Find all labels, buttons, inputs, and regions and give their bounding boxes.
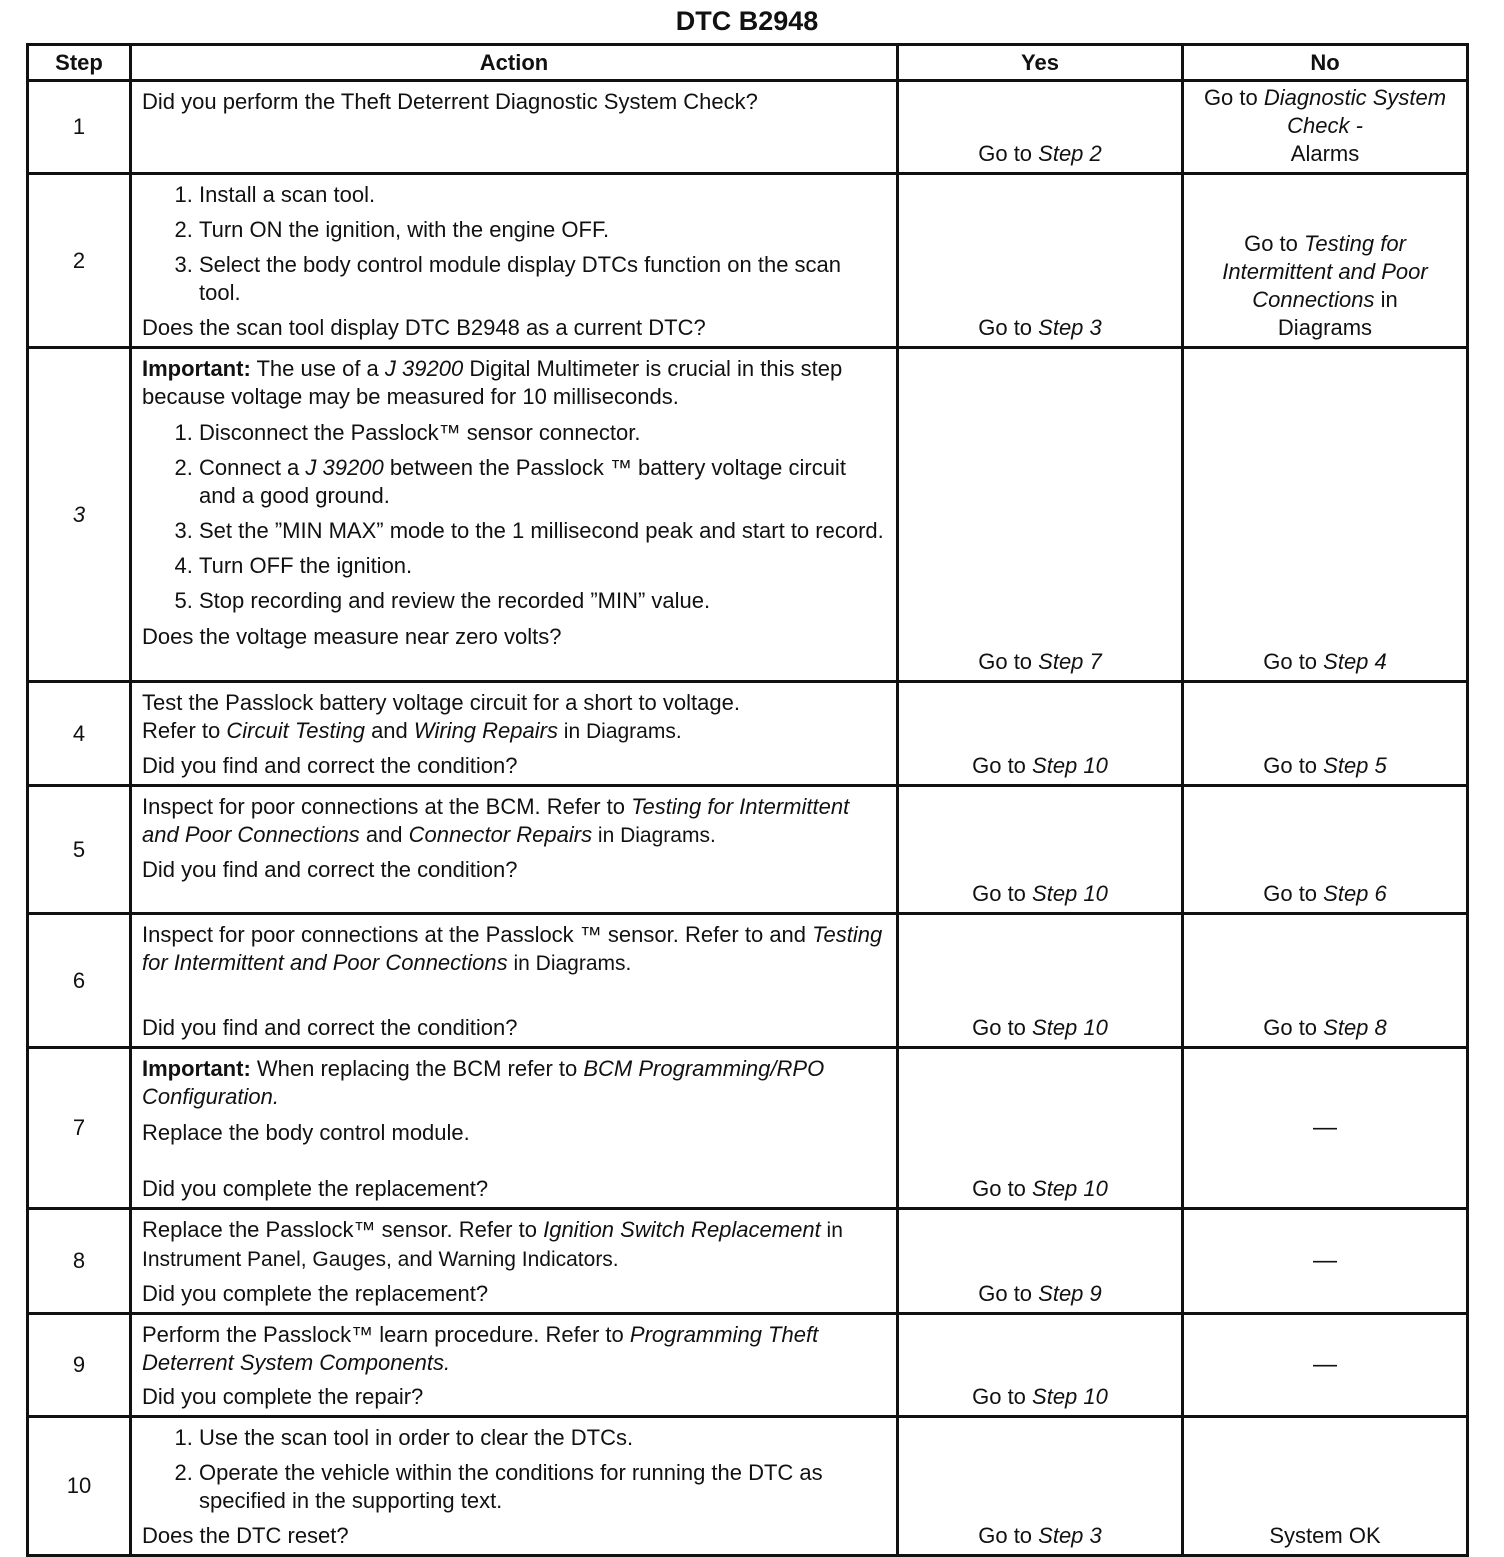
no-link[interactable]: Diagnostic System Check - [1263, 85, 1447, 138]
no-prefix: Go to [1244, 231, 1304, 256]
table-row [28, 348, 1468, 682]
action-line: in Diagrams. [507, 952, 632, 975]
no-cell [1183, 1314, 1468, 1417]
list-item: 1. Use the scan tool in order to clear the DTCs. [199, 1424, 886, 1452]
action-question: Did you find and correct the condition? [142, 1015, 518, 1040]
yes-link[interactable]: Step 9 [1038, 1281, 1102, 1306]
page-title: DTC B2948 [675, 6, 819, 36]
yes-prefix: Go to [972, 1015, 1033, 1040]
yes-link[interactable]: Step 10 [1032, 1384, 1108, 1409]
header-step: Step [28, 45, 131, 81]
action-question: Does the voltage measure near zero volts? [142, 624, 562, 649]
action-line: in Diagrams. [592, 824, 716, 847]
tool-ref: J 39200 [305, 455, 384, 480]
no-suffix: Alarms [1290, 141, 1360, 166]
action-steps [142, 1424, 886, 1515]
no-prefix: Go to [1263, 753, 1324, 778]
step-number: 4 [28, 682, 131, 786]
no-suffix: in Diagrams [1277, 287, 1398, 340]
yes-prefix: Go to [972, 1176, 1033, 1201]
yes-prefix: Go to [978, 315, 1039, 340]
action-line: Replace the Passlock™ sensor. Refer to [142, 1217, 544, 1242]
table-row [28, 786, 1468, 914]
no-dash: — [1313, 1351, 1337, 1378]
yes-cell [898, 174, 1183, 348]
no-link[interactable]: Step 4 [1323, 649, 1387, 674]
yes-prefix: Go to [972, 1384, 1033, 1409]
yes-cell [898, 81, 1183, 174]
step-number: 3 [28, 348, 131, 682]
step-number: 9 [28, 1314, 131, 1417]
no-cell [1183, 348, 1468, 682]
doc-ref[interactable]: Testing for Intermittent and Poor Connections [142, 794, 850, 847]
yes-prefix: Go to [972, 753, 1033, 778]
tool-ref: J 39200 [384, 356, 464, 381]
doc-ref[interactable]: Programming Theft Deterrent System Components. [142, 1322, 819, 1375]
yes-link[interactable]: Step 3 [1038, 315, 1102, 340]
list-item [199, 517, 886, 545]
action-cell [131, 81, 898, 174]
note-text: Digital Multimeter is crucial in this step because voltage may be measured for 10 milliseconds. [142, 356, 843, 409]
table-row [28, 682, 1468, 786]
table-row [28, 81, 1468, 174]
yes-prefix: Go to [978, 649, 1039, 674]
action-text [142, 793, 886, 850]
no-prefix: Go to [1263, 649, 1324, 674]
item-text: Stop recording and review the recorded ”MIN” value. [199, 588, 711, 613]
action-question: Did you find and correct the condition? [142, 857, 518, 882]
header-action: Action [131, 45, 898, 81]
table-row [28, 174, 1468, 348]
no-link[interactable]: Step 8 [1323, 1015, 1387, 1040]
step-number: 1 [28, 81, 131, 174]
step-number: 10 [28, 1417, 131, 1556]
action-text [142, 689, 886, 746]
step-number: 5 [28, 786, 131, 914]
yes-cell [898, 1048, 1183, 1209]
table-row [28, 1048, 1468, 1209]
doc-ref[interactable]: Ignition Switch Replacement [543, 1217, 821, 1242]
no-dash: — [1313, 1247, 1337, 1274]
table-row [28, 1209, 1468, 1314]
note-text: The use of a [250, 356, 385, 381]
action-cell [131, 348, 898, 682]
no-link[interactable]: Step 6 [1323, 881, 1387, 906]
action-question: Did you complete the repair? [142, 1384, 424, 1409]
yes-link[interactable]: Step 3 [1038, 1523, 1102, 1548]
action-text: Did you perform the Theft Deterrent Diagnostic System Check? [142, 89, 758, 114]
action-cell [131, 1314, 898, 1417]
header-yes: Yes [898, 45, 1183, 81]
action-line: Perform the Passlock™ learn procedure. Refer to [142, 1322, 630, 1347]
list-item: 2. Operate the vehicle within the conditions for running the DTC as specified in the supporting text. [199, 1459, 886, 1515]
action-cell [131, 1048, 898, 1209]
yes-cell [898, 914, 1183, 1048]
list-item [199, 419, 886, 447]
yes-prefix: Go to [972, 881, 1033, 906]
header-no: No [1183, 45, 1468, 81]
item-text: between the Passlock ™ battery voltage circuit and a good ground. [199, 455, 846, 508]
yes-link[interactable]: Step 10 [1032, 753, 1108, 778]
important-note [142, 355, 886, 411]
action-question: Did you complete the replacement? [142, 1281, 489, 1306]
step-number: 8 [28, 1209, 131, 1314]
yes-link[interactable]: Step 10 [1032, 1176, 1108, 1201]
action-line: and [364, 718, 414, 743]
action-line: Inspect for poor connections at the Passlock ™ sensor. Refer to and [142, 922, 813, 947]
no-cell [1183, 786, 1468, 914]
action-cell [131, 786, 898, 914]
doc-ref[interactable]: BCM Programming/RPO Configuration. [142, 1056, 825, 1109]
yes-prefix: Go to [978, 1523, 1039, 1548]
action-question: Does the DTC reset? [142, 1523, 349, 1548]
table-row [28, 1314, 1468, 1417]
action-line: in Instrument Panel, Gauges, and Warning Indicators. [142, 1219, 843, 1271]
list-item: 2. Turn ON the ignition, with the engine OFF. [199, 216, 886, 244]
action-cell [131, 914, 898, 1048]
no-text: System OK [1269, 1523, 1381, 1548]
yes-cell [898, 1417, 1183, 1556]
table-row [28, 1417, 1468, 1556]
yes-cell [898, 786, 1183, 914]
list-item [199, 587, 886, 615]
yes-prefix: Go to [978, 141, 1039, 166]
yes-prefix: Go to [978, 1281, 1039, 1306]
action-line: Test the Passlock battery voltage circuit for a short to voltage. [142, 690, 740, 715]
note-text: When replacing the BCM refer to [250, 1056, 584, 1081]
no-cell [1183, 1048, 1468, 1209]
action-question: Did you complete the replacement? [142, 1176, 489, 1201]
no-dash: — [1313, 1114, 1337, 1141]
important-note [142, 1055, 886, 1111]
no-prefix: Go to [1263, 1015, 1324, 1040]
step-number: 2 [28, 174, 131, 348]
action-cell [131, 174, 898, 348]
action-text [142, 921, 886, 978]
doc-ref[interactable]: Wiring Repairs [413, 718, 558, 743]
list-item: 1. Install a scan tool. [199, 181, 886, 209]
diagnostic-table [26, 43, 1469, 1557]
yes-cell [898, 1314, 1183, 1417]
important-label: Important: [142, 1056, 251, 1081]
action-cell [131, 1417, 898, 1556]
doc-ref[interactable]: Testing for Intermittent and Poor Connections [142, 922, 883, 975]
table-row [28, 914, 1468, 1048]
action-cell [131, 682, 898, 786]
action-line: in Diagrams. [557, 720, 682, 743]
no-cell [1183, 914, 1468, 1048]
no-link[interactable]: Step 5 [1323, 753, 1387, 778]
list-item [199, 454, 886, 510]
action-question: Did you find and correct the condition? [142, 753, 518, 778]
step-number: 6 [28, 914, 131, 1048]
action-steps [142, 181, 886, 307]
yes-cell [898, 348, 1183, 682]
yes-cell [898, 682, 1183, 786]
doc-ref[interactable]: Circuit Testing [226, 718, 365, 743]
no-cell [1183, 1209, 1468, 1314]
no-prefix: Go to [1263, 881, 1324, 906]
item-text: Disconnect the Passlock™ sensor connector. [199, 420, 641, 445]
no-cell [1183, 174, 1468, 348]
no-cell [1183, 682, 1468, 786]
no-link[interactable]: Testing for Intermittent and Poor Connections [1222, 231, 1428, 312]
action-line: Refer to [142, 718, 227, 743]
yes-link[interactable]: Step 7 [1038, 649, 1102, 674]
action-line: Inspect for poor connections at the BCM. Refer to [142, 794, 632, 819]
action-line: and [359, 822, 409, 847]
action-text: Replace the body control module. [142, 1120, 470, 1145]
action-question: Does the scan tool display DTC B2948 as a current DTC? [142, 315, 706, 340]
yes-link[interactable]: Step 10 [1032, 1015, 1108, 1040]
important-label: Important: [142, 356, 251, 381]
yes-link[interactable]: Step 10 [1032, 881, 1108, 906]
action-steps [142, 419, 886, 615]
item-text: Set the ”MIN MAX” mode to the 1 millisecond peak and start to record. [199, 518, 884, 543]
list-item [199, 552, 886, 580]
item-text: Turn OFF the ignition. [199, 553, 413, 578]
yes-cell [898, 1209, 1183, 1314]
item-text: Connect a [199, 455, 306, 480]
doc-ref[interactable]: Connector Repairs [408, 822, 593, 847]
step-number: 7 [28, 1048, 131, 1209]
list-item: 3. Select the body control module display DTCs function on the scan tool. [199, 251, 886, 307]
yes-link[interactable]: Step 2 [1038, 141, 1102, 166]
action-text [142, 1321, 886, 1377]
no-prefix: Go to [1203, 85, 1264, 110]
action-cell [131, 1209, 898, 1314]
no-cell [1183, 1417, 1468, 1556]
no-cell [1183, 81, 1468, 174]
action-text [142, 1216, 886, 1274]
header-row [28, 45, 1468, 81]
